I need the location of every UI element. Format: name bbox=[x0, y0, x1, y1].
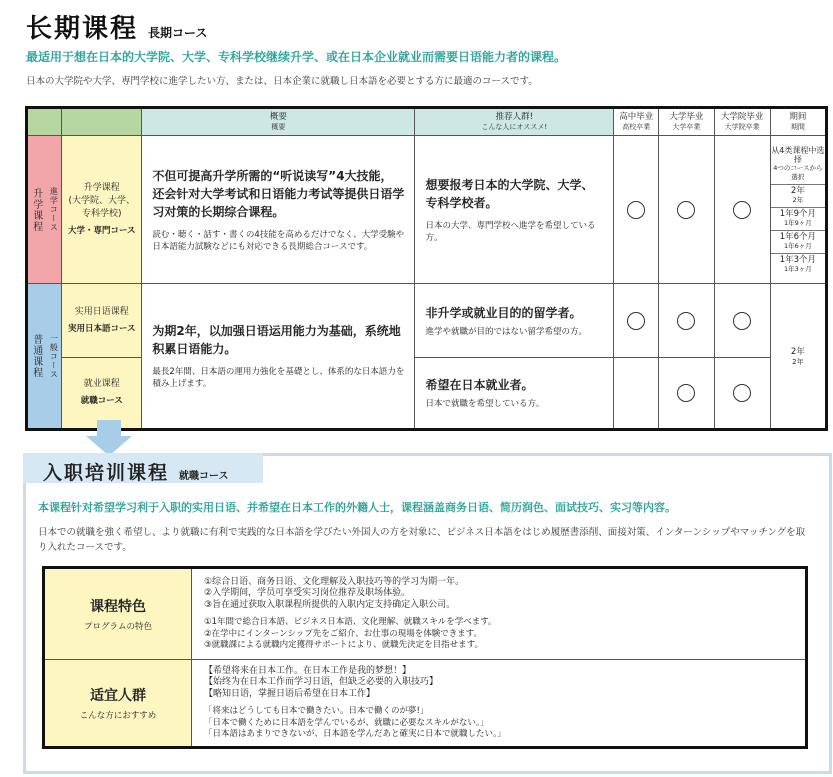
table-row bbox=[27, 136, 827, 284]
eligibility-circle bbox=[614, 284, 659, 358]
course-name-practical: 实用日语课程 実用日本語コース bbox=[62, 284, 142, 358]
down-arrow-icon bbox=[86, 420, 132, 456]
header-graduate: 大学院毕业 大学院卒業 bbox=[714, 108, 770, 136]
group-label-general: 普通课程 一般コース bbox=[27, 284, 62, 430]
header-recommend: 推荐人群! こんな人にオススメ! bbox=[415, 108, 614, 136]
course-rec-practical: 非升学或就业目的的留学者。 進学や就職が目的ではない留学希望の方。 bbox=[415, 284, 614, 358]
eligibility-circle bbox=[659, 358, 714, 430]
page-subtitle: 長期コース bbox=[148, 26, 208, 40]
header-highschool: 高中毕业 高校卒業 bbox=[614, 108, 659, 136]
section-subtitle: 就職コース bbox=[179, 471, 229, 482]
target-header: 适宜人群 こんな方におすすめ bbox=[44, 660, 192, 748]
eligibility-empty bbox=[614, 358, 659, 430]
course-rec-advance: 想要报考日本的大学院、大学、专科学校者。 日本の大学、専門学校へ進学を希望している方。 bbox=[415, 136, 614, 284]
period-advance: 从4类课程中选择 4つのコースから選択 2年 2年 1年9个月 1年9ヶ月 1年6个月 1年6ヶ月 1年3个月 1年3ヶ月 bbox=[770, 136, 826, 284]
eligibility-circle bbox=[714, 358, 770, 430]
header-blank-2 bbox=[62, 108, 142, 136]
section-lead: 本课程针对希望学习利于入职的实用日语、并希望在日本工作的外籍人士，课程涵盖商务日语、简历润色、面试技巧、实习等内容。 bbox=[38, 501, 676, 514]
eligibility-circle bbox=[714, 136, 770, 284]
eligibility-circle bbox=[659, 284, 714, 358]
section-lead-jp: 日本での就職を強く希望し、より就職に有利で実践的な日本語を学びたい外国人の方を対象に、ビジネス日本語をはじめ履歴書添削、面接対策、インターンシップやマッチングを取り入れたコースです。 bbox=[38, 527, 806, 553]
lead-text-jp: 日本の大学院や大学、専門学校に進学したい方、または、日本企業に就職し日本語を必要とする方に最適のコースです。 bbox=[26, 76, 538, 87]
section-title-tab bbox=[23, 453, 263, 483]
course-table bbox=[25, 106, 828, 431]
eligibility-circle bbox=[714, 284, 770, 358]
lead-text: 最适用于想在日本的大学院、大学、专科学校继续升学、或在日本企业就业而需要日语能力者的课程。 bbox=[26, 50, 567, 64]
course-name-employment: 就业课程 就職コース bbox=[62, 358, 142, 430]
table-row bbox=[27, 284, 827, 358]
target-body: 【希望将来在日本工作。在日本工作是我的梦想！】 【始终为在日本工作而学习日语，但缺乏必要的入职技巧】 【略知日语，掌握日语后希望在日本工作】 「将来はどうしても日本で働きたい。日本で働くのが夢!」 「日本で働くために日本語を学んでいるが、就職に必要なスキルがない。」 「日本語はあまりできないが、日本語を学んだあと確実に日本で就職したい。」 bbox=[192, 660, 807, 748]
period-general: 2年 2年 bbox=[770, 284, 826, 430]
feature-table bbox=[42, 566, 808, 749]
header-period: 期间 期間 bbox=[770, 108, 826, 136]
course-rec-employment: 希望在日本就业者。 日本で就職を希望している方。 bbox=[415, 358, 614, 430]
eligibility-circle bbox=[614, 136, 659, 284]
header-blank-1 bbox=[27, 108, 62, 136]
section-title: 入职培训课程 bbox=[43, 462, 170, 484]
feature-header: 课程特色 プログラムの特色 bbox=[44, 568, 192, 660]
eligibility-circle bbox=[659, 136, 714, 284]
course-desc-general: 为期2年，以加强日语运用能力为基础，系统地积累日语能力。 最長2年間、日本語の運用力強化を基礎とし、体系的な日本語力を積み上げます。 bbox=[142, 284, 415, 430]
feature-body: ①综合日语、商务日语、文化理解及入职技巧等的学习为期一年。 ②入学期间，学员可享受实习岗位推荐及职场体验。 ③旨在通过获取入职课程所提供的入职内定支持确定入职公司。 ①1年間で総合日本語、ビジネス日本語、文化理解、就職スキルを学べます。 ②在学中にインターンシップ先をご紹介、お仕事の現場を体験できます。 ③就職課による就職内定獲得サポートにより、就職先決定を目指せます。 bbox=[192, 568, 807, 660]
page-title: 长期课程 長期コース bbox=[26, 14, 208, 44]
group-label-advance: 升学课程 進学コース bbox=[27, 136, 62, 284]
course-name-advance: 升学课程 (大学院、大学、 专科学校) 大学・専門コース bbox=[62, 136, 142, 284]
header-overview: 概要 概要 bbox=[142, 108, 415, 136]
header-university: 大学毕业 大学卒業 bbox=[659, 108, 714, 136]
course-desc-advance: 不但可提高升学所需的“听说读写”4大技能，还会针对大学考试和日语能力考试等提供日语学习对策的长期综合课程。 読む・聴く・話す・書くの4技能を高めるだけでなく、大学受験や日本語能力試験などにも対応できる長期総合コースです。 bbox=[142, 136, 415, 284]
